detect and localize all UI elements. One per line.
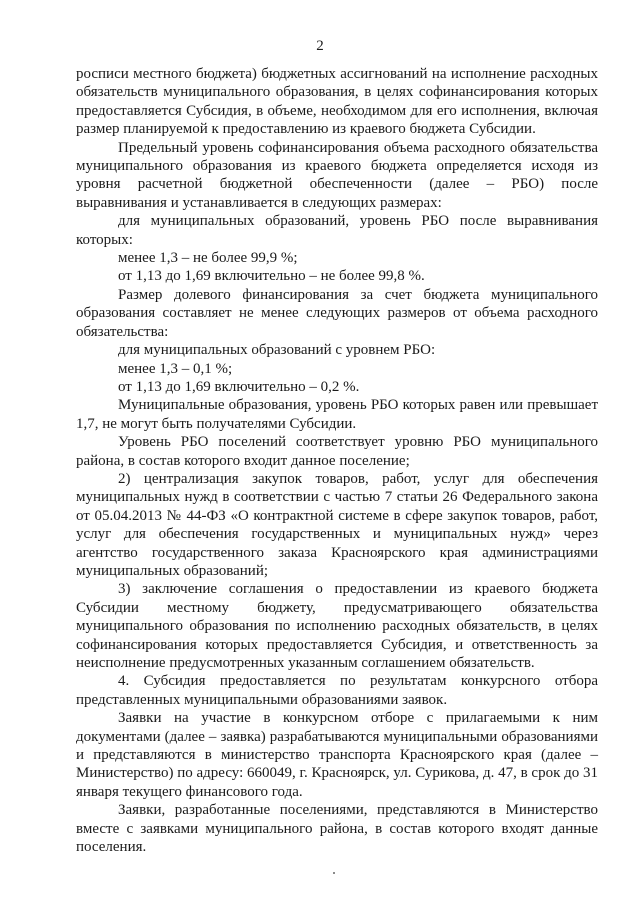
document-body	[76, 65, 598, 856]
paragraph-2: Предельный уровень софинансирования объема расходного обязательства муниципального образования из краевого бюджета определяется исходя из уровня расчетной бюджетной обеспеченности (далее – РБО) после выравнивания и устанавливается в следующих размерах:	[76, 139, 598, 211]
paragraph-10: Муниципальные образования, уровень РБО которых равен или превышает 1,7, не могут быть получателями Субсидии.	[76, 397, 598, 432]
paragraph-7: для муниципальных образований с уровнем РБО:	[118, 342, 436, 359]
paragraph-14: 4. Субсидия предоставляется по результатам конкурсного отбора представленных муниципальными образованиями заявок.	[76, 673, 598, 708]
paragraph-11: Уровень РБО поселений соответствует уровню РБО муниципального района, в состав которого входит данное поселение;	[76, 434, 598, 469]
paragraph-16: Заявки, разработанные поселениями, представляются в Министерство вместе с заявками муниципального района, в состав которого входят данные поселения.	[76, 802, 598, 856]
paragraph-5: от 1,13 до 1,69 включительно – не более 99,8 %.	[118, 268, 425, 285]
paragraph-8: менее 1,3 – 0,1 %;	[118, 360, 233, 377]
paragraph-13: 3) заключение соглашения о предоставлении из краевого бюджета Субсидии местному бюджету, предусматривающего обязательства муниципального образования по исполнению расходных обязательств, в целях софинансирования которых предоставляется Субсидия, и ответственность за неисполнение предусмотренных указанным соглашением обязательств.	[76, 581, 598, 671]
paragraph-9: от 1,13 до 1,69 включительно – 0,2 %.	[118, 378, 360, 395]
paragraph-4: менее 1,3 – не более 99,9 %;	[118, 250, 298, 267]
scan-speck	[333, 872, 335, 874]
paragraph-6: Размер долевого финансирования за счет бюджета муниципального образования составляет не менее следующих размеров от объема расходного обязательства:	[76, 286, 598, 340]
paragraph-12: 2) централизация закупок товаров, работ, услуг для обеспечения муниципальных нужд в соответствии с частью 7 статьи 26 Федерального закона от 05.04.2013 № 44-ФЗ «О контрактной системе в сфере закупок товаров, работ, услуг для обеспечения государственных и муниципальных нужд» через агентство государственного заказа Красноярского края администрациями муниципальных образований;	[76, 470, 598, 579]
paragraph-3: для муниципальных образований, уровень РБО после выравнивания которых:	[76, 213, 598, 248]
paragraph-15: Заявки на участие в конкурсном отборе с прилагаемыми к ним документами (далее – заявка) разрабатываются муниципальными образованиями и представляются в министерство транспорта Красноярского края (далее – Министерство) по адресу: 660049, г. Красноярск, ул. Сурикова, д. 47, в срок до 31 января текущего финансового года.	[76, 710, 598, 800]
paragraph-1: росписи местного бюджета) бюджетных ассигнований на исполнение расходных обязательств муниципального образования, в целях софинансирования которых предоставляется Субсидия, в объеме, необходимом для его исполнения, включая размер планируемой к предоставлению из краевого бюджета Субсидии.	[76, 66, 598, 138]
page-number: 2	[316, 38, 324, 54]
